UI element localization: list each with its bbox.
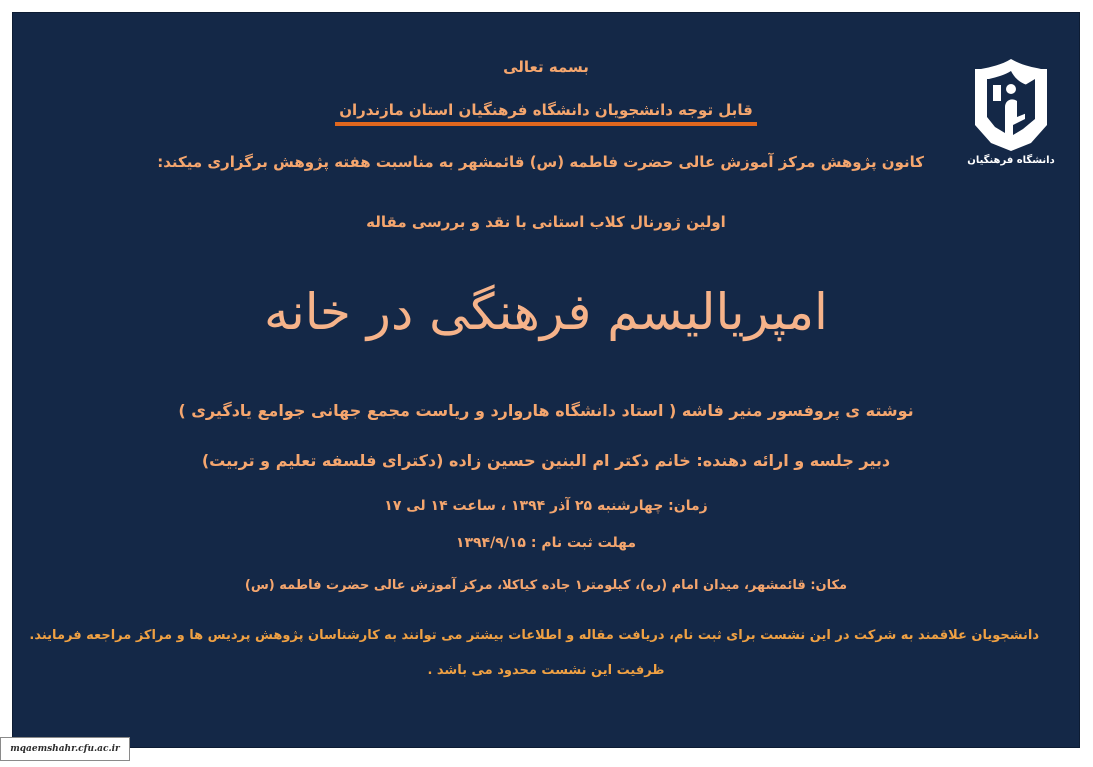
article-title: امپریالیسم فرهنگی در خانه bbox=[264, 283, 828, 341]
attention-text: قابل توجه دانشجویان دانشگاه فرهنگیان استان مازندران bbox=[335, 101, 757, 126]
watermark-text: mqaemshahr.cfu.ac.ir bbox=[10, 744, 120, 754]
event-type-text: اولین ژورنال کلاب استانی با نقد و بررسی مقاله bbox=[366, 213, 726, 231]
registration-note: دانشجویان علاقمند به شرکت در این نشست برای ثبت نام، دریافت مقاله و اطلاعات بیشتر می توانند به کارشناسان پژوهش پردیس ها و مراکز مراجعه فرمایند. bbox=[29, 628, 1039, 643]
deadline-text: مهلت ثبت نام : ۱۳۹۴/۹/۱۵ bbox=[455, 535, 637, 551]
event-poster bbox=[13, 13, 1079, 747]
invocation-text: بسمه تعالی bbox=[503, 58, 589, 76]
time-text: زمان: چهارشنبه ۲۵ آذر ۱۳۹۴ ، ساعت ۱۴ لی ۱۷ bbox=[384, 498, 708, 514]
location-text: مکان: قائمشهر، میدان امام (ره)، کیلومتر۱ جاده کیاکلا، مرکز آموزش عالی حضرت فاطمه (س) bbox=[244, 578, 848, 593]
attention-heading bbox=[13, 101, 1079, 126]
logo-caption: دانشگاه فرهنگیان bbox=[967, 155, 1055, 166]
site-watermark bbox=[0, 737, 130, 761]
author-text: نوشته ی پروفسور منیر فاشه ( استاد دانشگاه هاروارد و ریاست مجمع جهانی جوامع یادگیری ) bbox=[178, 401, 914, 420]
presenter-text: دبیر جلسه و ارائه دهنده: خانم دکتر ام البنین حسین زاده (دکترای فلسفه تعلیم و تربیت) bbox=[201, 451, 891, 470]
organizer-text: کانون پژوهش مرکز آموزش عالی حضرت فاطمه (س) قائمشهر به مناسبت هفته پژوهش برگزاری میکند: bbox=[157, 153, 924, 171]
capacity-note: ظرفیت این نشست محدود می باشد . bbox=[427, 663, 665, 678]
